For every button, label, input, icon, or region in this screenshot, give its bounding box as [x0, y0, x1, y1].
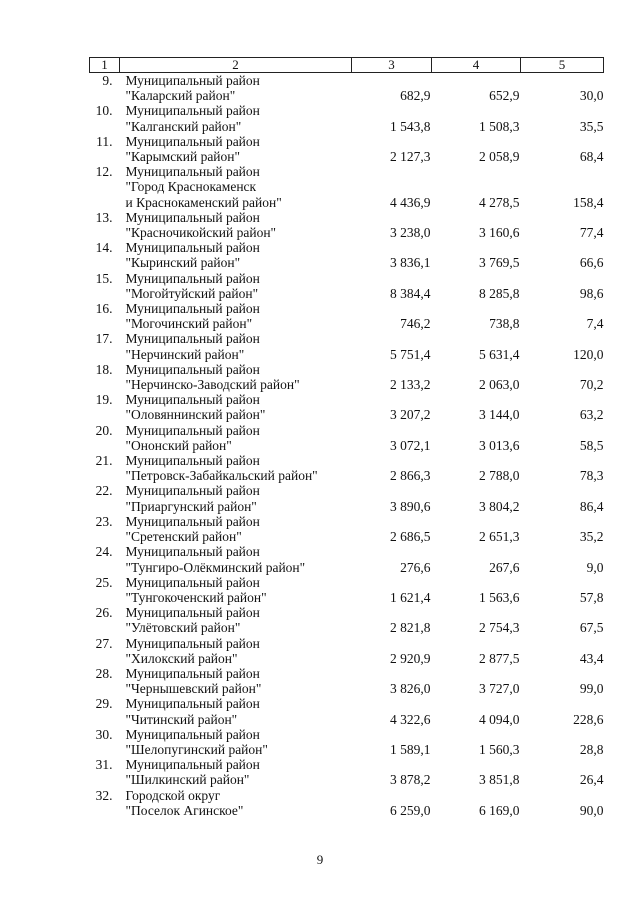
value-col-4: 3 013,6: [479, 437, 520, 453]
table-row: [90, 331, 604, 361]
value-col-5: 86,4: [579, 498, 604, 514]
value-col-5: 228,6: [573, 711, 604, 727]
district-name-line: Муниципальный район: [125, 635, 260, 651]
table-row: [90, 164, 604, 210]
header-col-2: 2: [120, 58, 352, 73]
district-name: [120, 423, 352, 453]
value-col-5: 57,8: [579, 589, 604, 605]
value-col-5: 78,3: [579, 468, 604, 484]
value-col-4: 3 727,0: [479, 681, 520, 697]
value-col-4: 3 160,6: [479, 225, 520, 241]
value-col-3: 3 238,0: [390, 225, 431, 241]
district-name-line: "Читинский район": [125, 711, 238, 727]
header-col-4: 4: [432, 58, 521, 73]
value-col-4: 2 058,9: [479, 149, 520, 165]
district-name: [120, 103, 352, 133]
district-name: [120, 301, 352, 331]
district-name-line: Муниципальный район: [125, 726, 260, 742]
value-col-5: 9,0: [586, 559, 604, 575]
value-col-4: 2 063,0: [479, 377, 520, 393]
district-name-line: Городской округ: [125, 787, 221, 803]
row-number: 15.: [95, 270, 113, 286]
value-col-3: 3 836,1: [390, 255, 431, 271]
value-col-3: 3 890,6: [390, 498, 431, 514]
district-name-line: Муниципальный район: [125, 103, 260, 119]
row-number: 14.: [95, 240, 113, 256]
table-body: [90, 73, 604, 818]
value-col-4: 1 563,6: [479, 589, 520, 605]
district-name-line: "Калганский район": [125, 118, 242, 134]
header-col-5: 5: [521, 58, 604, 73]
header-row: [90, 58, 604, 73]
header-col-1: 1: [90, 58, 120, 73]
value-col-3: 276,6: [400, 559, 431, 575]
district-name-line: "Петровск-Забайкальский район": [125, 468, 318, 484]
row-number: 13.: [95, 209, 113, 225]
district-name-line: Муниципальный район: [125, 696, 260, 712]
value-col-3: 1 543,8: [390, 118, 431, 134]
district-name: [120, 271, 352, 301]
table-row: [90, 483, 604, 513]
value-col-5: 120,0: [573, 346, 604, 362]
value-col-4: 3 144,0: [479, 407, 520, 423]
table-row: [90, 514, 604, 544]
value-col-4: 4 278,5: [479, 194, 520, 210]
table-row: [90, 636, 604, 666]
district-name-line: "Могочинский район": [125, 316, 253, 332]
district-name-line: Муниципальный район: [125, 422, 260, 438]
value-col-3: 3 072,1: [390, 437, 431, 453]
value-col-3: 1 621,4: [390, 589, 431, 605]
value-col-4: 738,8: [489, 316, 520, 332]
row-number: 32.: [95, 787, 113, 803]
district-name: [120, 544, 352, 574]
value-col-4: 6 169,0: [479, 802, 520, 818]
district-name-line: Муниципальный район: [125, 574, 260, 590]
value-col-5: 28,8: [579, 741, 604, 757]
district-name-line: Муниципальный район: [125, 453, 260, 469]
table-row: [90, 757, 604, 787]
table-row: [90, 103, 604, 133]
district-name-line: "Карымский район": [125, 149, 241, 165]
district-name-line: "Чернышевский район": [125, 681, 262, 697]
district-name-line: Муниципальный район: [125, 392, 260, 408]
district-name-line: "Могойтуйский район": [125, 285, 259, 301]
row-number: 9.: [102, 73, 113, 88]
value-col-3: 3 878,2: [390, 772, 431, 788]
budget-table: [89, 57, 604, 818]
district-name-line: Муниципальный район: [125, 544, 260, 560]
value-col-5: 58,5: [579, 437, 604, 453]
value-col-3: 2 866,3: [390, 468, 431, 484]
value-col-5: 35,2: [579, 529, 604, 545]
district-name-line: Муниципальный район: [125, 270, 260, 286]
value-col-4: 1 508,3: [479, 118, 520, 134]
value-col-4: 3 804,2: [479, 498, 520, 514]
table-row: [90, 240, 604, 270]
district-name: [120, 788, 352, 818]
value-col-5: 35,5: [579, 118, 604, 134]
row-number: 30.: [95, 726, 113, 742]
value-col-3: 1 589,1: [390, 741, 431, 757]
value-col-5: 90,0: [579, 802, 604, 818]
value-col-3: 2 127,3: [390, 149, 431, 165]
value-col-3: 6 259,0: [390, 802, 431, 818]
district-name: [120, 514, 352, 544]
district-name: [120, 392, 352, 422]
row-number: 23.: [95, 513, 113, 529]
district-name: [120, 636, 352, 666]
table-row: [90, 271, 604, 301]
district-name-line: "Улётовский район": [125, 620, 241, 636]
value-col-3: 746,2: [400, 316, 431, 332]
row-number: 25.: [95, 574, 113, 590]
value-col-4: 2 877,5: [479, 650, 520, 666]
district-name: [120, 134, 352, 164]
district-name: [120, 757, 352, 787]
row-number: 11.: [96, 133, 113, 149]
value-col-4: 2 788,0: [479, 468, 520, 484]
district-name-line: "Ононский район": [125, 437, 232, 453]
value-col-5: 70,2: [579, 377, 604, 393]
row-number: 10.: [95, 103, 113, 119]
value-col-5: 68,4: [579, 149, 604, 165]
district-name-line: "Приаргунский район": [125, 498, 257, 514]
table-row: [90, 210, 604, 240]
table-row: [90, 696, 604, 726]
district-name-line: "Хилокский район": [125, 650, 238, 666]
table-row: [90, 727, 604, 757]
row-number: 19.: [95, 392, 113, 408]
value-col-5: 7,4: [586, 316, 604, 332]
row-number: 29.: [95, 696, 113, 712]
value-col-3: 5 751,4: [390, 346, 431, 362]
value-col-5: 77,4: [579, 225, 604, 241]
value-col-4: 5 631,4: [479, 346, 520, 362]
district-name-line: Муниципальный район: [125, 301, 260, 317]
table-row: [90, 423, 604, 453]
district-name-line: "Тунгокоченский район": [125, 589, 267, 605]
district-name: [120, 240, 352, 270]
value-col-3: 3 207,2: [390, 407, 431, 423]
table-row: [90, 605, 604, 635]
table-row: [90, 73, 604, 104]
value-col-5: 30,0: [579, 88, 604, 104]
table-row: [90, 544, 604, 574]
district-name-line: Муниципальный район: [125, 361, 260, 377]
value-col-3: 2 920,9: [390, 650, 431, 666]
value-col-5: 26,4: [579, 772, 604, 788]
row-number: 27.: [95, 635, 113, 651]
district-name-line: "Сретенский район": [125, 529, 242, 545]
value-col-3: 8 384,4: [390, 285, 431, 301]
header-col-3: 3: [352, 58, 432, 73]
row-number: 21.: [95, 453, 113, 469]
district-name-line: "Нерчинско-Заводский район": [125, 377, 300, 393]
value-col-4: 652,9: [489, 88, 520, 104]
district-name: [120, 605, 352, 635]
value-col-4: 267,6: [489, 559, 520, 575]
district-name-line: "Тунгиро-Олёкминский район": [125, 559, 306, 575]
district-name: [120, 483, 352, 513]
district-name-line: и Краснокаменский район": [125, 194, 282, 210]
district-name: [120, 362, 352, 392]
district-name: [120, 666, 352, 696]
district-name: [120, 164, 352, 210]
row-number: 28.: [95, 665, 113, 681]
district-name-line: "Город Краснокаменск: [125, 179, 257, 195]
row-number: 26.: [95, 605, 113, 621]
district-name-line: Муниципальный район: [125, 331, 260, 347]
value-col-3: 4 436,9: [390, 194, 431, 210]
value-col-5: 67,5: [579, 620, 604, 636]
district-name: [120, 696, 352, 726]
district-name-line: Муниципальный район: [125, 164, 260, 180]
value-col-3: 2 133,2: [390, 377, 431, 393]
district-name-line: "Шелопугинский район": [125, 741, 268, 757]
value-col-4: 2 754,3: [479, 620, 520, 636]
value-col-5: 158,4: [573, 194, 604, 210]
district-name: [120, 73, 352, 104]
district-name-line: "Каларский район": [125, 88, 236, 104]
district-name-line: "Шилкинский район": [125, 772, 250, 788]
district-name: [120, 331, 352, 361]
row-number: 31.: [95, 757, 113, 773]
value-col-5: 98,6: [579, 285, 604, 301]
district-name: [120, 210, 352, 240]
value-col-4: 3 769,5: [479, 255, 520, 271]
value-col-3: 682,9: [400, 88, 431, 104]
value-col-4: 8 285,8: [479, 285, 520, 301]
value-col-4: 2 651,3: [479, 529, 520, 545]
value-col-3: 2 686,5: [390, 529, 431, 545]
table-row: [90, 666, 604, 696]
district-name-line: Муниципальный район: [125, 757, 260, 773]
district-name-line: Муниципальный район: [125, 209, 260, 225]
district-name-line: "Оловяннинский район": [125, 407, 266, 423]
table-row: [90, 362, 604, 392]
district-name-line: Муниципальный район: [125, 483, 260, 499]
value-col-5: 66,6: [579, 255, 604, 271]
table-row: [90, 453, 604, 483]
row-number: 24.: [95, 544, 113, 560]
district-name-line: Муниципальный район: [125, 133, 260, 149]
page-number: 9: [316, 852, 324, 867]
table-row: [90, 301, 604, 331]
district-name-line: Муниципальный район: [125, 240, 260, 256]
row-number: 18.: [95, 361, 113, 377]
value-col-3: 3 826,0: [390, 681, 431, 697]
table-row: [90, 575, 604, 605]
district-name-line: Муниципальный район: [125, 665, 260, 681]
district-name-line: Муниципальный район: [125, 73, 260, 88]
table-row: [90, 392, 604, 422]
district-name-line: "Красночикойский район": [125, 225, 277, 241]
value-col-3: 4 322,6: [390, 711, 431, 727]
table-row: [90, 134, 604, 164]
value-col-5: 63,2: [579, 407, 604, 423]
value-col-4: 4 094,0: [479, 711, 520, 727]
district-name-line: "Поселок Агинское": [125, 802, 244, 818]
value-col-4: 3 851,8: [479, 772, 520, 788]
value-col-5: 99,0: [579, 681, 604, 697]
district-name: [120, 727, 352, 757]
district-name-line: Муниципальный район: [125, 605, 260, 621]
row-number: 20.: [95, 422, 113, 438]
district-name: [120, 575, 352, 605]
district-name-line: "Нерчинский район": [125, 346, 245, 362]
row-number: 16.: [95, 301, 113, 317]
row-number: 22.: [95, 483, 113, 499]
district-name-line: Муниципальный район: [125, 513, 260, 529]
value-col-3: 2 821,8: [390, 620, 431, 636]
value-col-5: 43,4: [579, 650, 604, 666]
value-col-4: 1 560,3: [479, 741, 520, 757]
table-header: [90, 58, 604, 73]
row-number: 17.: [95, 331, 113, 347]
table-row: [90, 788, 604, 818]
district-name-line: "Кыринский район": [125, 255, 241, 271]
district-name: [120, 453, 352, 483]
row-number: 12.: [95, 164, 113, 180]
